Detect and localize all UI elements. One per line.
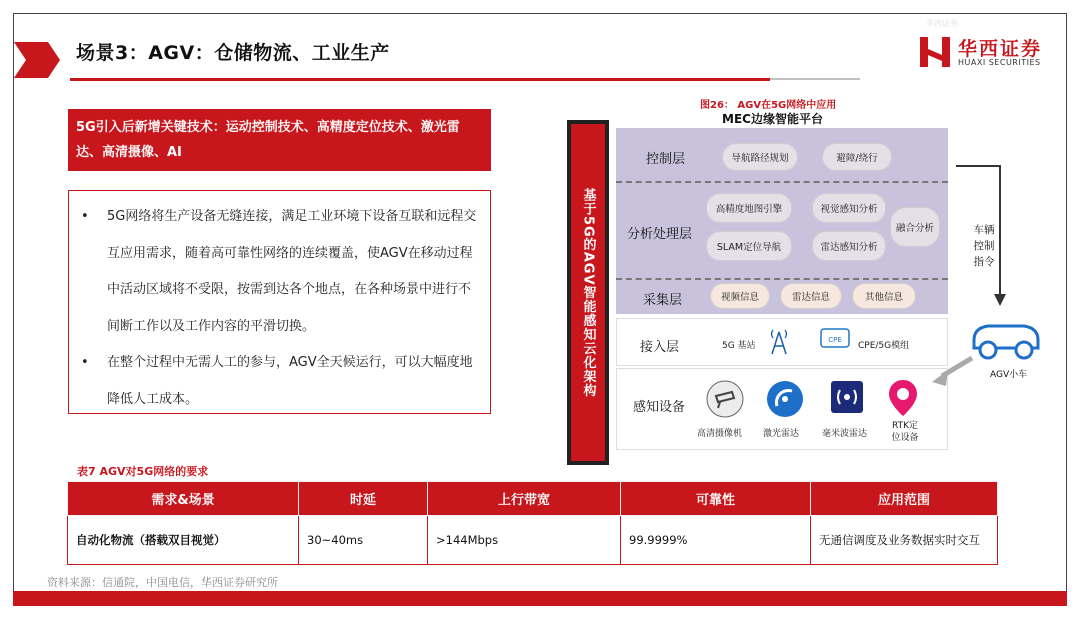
layer-collect: 采集层 (643, 293, 683, 308)
figure-title: 图26： AGV在5G网络中应用 (700, 100, 837, 111)
requirements-table (67, 481, 998, 565)
table-header: 上行带宽 (428, 482, 621, 516)
content-box (68, 190, 491, 414)
header-arrow-icon (14, 42, 60, 78)
table-header: 应用范围 (811, 482, 998, 516)
cpe-icon (820, 328, 850, 352)
layer-sensing: 感知设备 (633, 400, 686, 415)
analysis-item: 雷达感知分析 (812, 231, 886, 261)
analysis-item: 高精度地图引擎 (706, 193, 792, 223)
collect-item: 其他信息 (852, 283, 916, 309)
access-item: CPE/5G模组 (858, 341, 910, 351)
bullet-dot: • (81, 355, 89, 370)
table-row (68, 516, 998, 565)
logo-sub: HUAXI SECURITIES (958, 58, 1041, 67)
bullet-dot: • (81, 209, 89, 224)
analysis-item: 融合分析 (890, 207, 940, 247)
key-tech-box: 5G引入后新增关键技术：运动控制技术、高精度定位技术、激光雷达、高清摄像、AI (68, 109, 491, 171)
table-cell: >144Mbps (428, 516, 621, 565)
table-header-row (68, 482, 998, 516)
device-label: RTK定位设备 (891, 421, 919, 443)
table-header: 需求&场景 (68, 482, 299, 516)
device-label: 激光雷达 (763, 429, 800, 439)
bullet-item (77, 199, 482, 345)
logo-name: 华西证券 (958, 38, 1043, 60)
bullet-text: 在整个过程中无需人工的参与，AGV全天候运行，可以大幅度地降低人工成本。 (107, 355, 473, 407)
title-underline (70, 78, 770, 81)
layer-control: 控制层 (646, 152, 686, 167)
table-cell: 99.9999% (621, 516, 811, 565)
control-item: 避障/绕行 (822, 143, 892, 171)
layer-divider (616, 181, 948, 183)
base-station-icon (768, 326, 790, 356)
page-title: 场景3：AGV：仓储物流、工业生产 (76, 42, 390, 64)
lidar-icon (766, 380, 804, 418)
camera-icon (706, 380, 744, 418)
table-header: 时延 (299, 482, 428, 516)
layer-analysis: 分析处理层 (627, 227, 693, 242)
device-label: 高清摄像机 (697, 429, 743, 439)
table-cell: 无通信调度及业务数据实时交互 (811, 516, 998, 565)
analysis-item: 视觉感知分析 (812, 193, 886, 223)
table-cell: 自动化物流（搭载双目视觉） (68, 516, 299, 565)
analysis-item: SLAM定位导航 (706, 231, 792, 261)
bottom-bar (13, 591, 1067, 606)
control-item: 导航路径规划 (722, 143, 798, 171)
collect-item: 视频信息 (710, 283, 770, 309)
vehicle-control-label (972, 222, 996, 270)
agv-car-icon (968, 318, 1044, 362)
rtk-location-icon (886, 378, 920, 418)
bullet-text: 5G网络将生产设备无缝连接，满足工业环境下设备互联和远程交互应用需求，随着高可靠性网络的连续覆盖，使AGV在移动过程中活动区域将不受限，按需到达各个地点，在各种场景中进行不间断工作以及工作内容的平滑切换。 (107, 209, 477, 334)
source-note: 资料来源：信通院，中国电信，华西证券研究所 (47, 576, 278, 589)
title-underline-gray (770, 78, 860, 80)
table-title: 表7 AGV对5G网络的要求 (77, 465, 209, 478)
device-label: 毫米波雷达 (822, 429, 868, 439)
access-item: 5G 基站 (722, 341, 756, 351)
architecture-vertical-label: 基于5G的AGV智能感知云化架构 (567, 120, 609, 465)
cpe-icon-text: CPE (828, 336, 842, 344)
vehicle-control-text: 车辆控制指令 (973, 224, 995, 268)
bullet-item (77, 345, 482, 418)
collect-item: 雷达信息 (780, 283, 842, 309)
agv-label: AGV小车 (990, 370, 1028, 380)
watermark: 华西证券 (926, 19, 958, 28)
table-header: 可靠性 (621, 482, 811, 516)
mmwave-radar-icon (830, 380, 864, 414)
mec-platform-title: MEC边缘智能平台 (722, 112, 823, 126)
layer-access: 接入层 (640, 340, 680, 355)
layer-divider (616, 278, 948, 280)
table-cell: 30~40ms (299, 516, 428, 565)
